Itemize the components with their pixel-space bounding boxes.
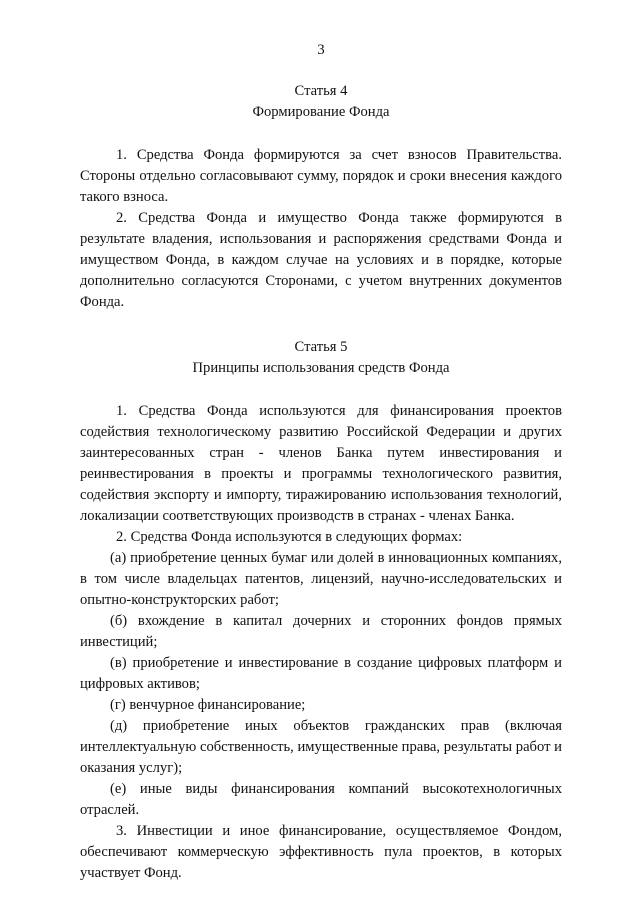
article-5-item-b: (б) вхождение в капитал дочерних и сторонних фондов прямых инвестиций; — [80, 613, 562, 650]
article-5-heading: Статья 5 — [294, 339, 348, 355]
article-4-paragraph-1: 1. Средства Фонда формируются за счет взносов Правительства. Стороны отдельно согласовывают сумму, порядок и сроки внесения каждого такого взноса. — [80, 147, 562, 205]
article-5-item-c: (в) приобретение и инвестирование в создание цифровых платформ и цифровых активов; — [80, 655, 562, 692]
article-5-paragraph-1: 1. Средства Фонда используются для финансирования проектов содействия технологическому развитию Российской Федерации и других заинтересованных стран - членов Банка путем инвестирования и реинвестирования в проекты и программы технологического развития, содействия экспорту и импорту, тиражированию использования технологий, локализации соответствующих производств в странах - членах Банка. — [80, 403, 562, 524]
article-5-item-d: (г) венчурное финансирование; — [110, 697, 306, 713]
article-5-paragraph-2: 2. Средства Фонда используются в следующих формах: — [116, 529, 463, 545]
article-5-paragraph-3: 3. Инвестиции и иное финансирование, осуществляемое Фондом, обеспечивают коммерческую эффективность пула проектов, в которых участвует Фонд. — [80, 823, 562, 881]
page-number: 3 — [317, 42, 325, 58]
article-4-heading: Статья 4 — [294, 83, 348, 99]
article-4-title: Формирование Фонда — [252, 104, 390, 120]
article-5-item-e: (д) приобретение иных объектов гражданских прав (включая интеллектуальную собственность, имущественные права, результаты работ и оказания услуг); — [80, 718, 562, 776]
article-5-item-f: (е) иные виды финансирования компаний высокотехнологичных отраслей. — [80, 781, 562, 818]
article-5-item-a: (а) приобретение ценных бумаг или долей в инновационных компаниях, в том числе владельцах патентов, лицензий, научно-исследовательских и опытно-конструкторских работ; — [80, 550, 562, 608]
article-4-paragraph-2: 2. Средства Фонда и имущество Фонда также формируются в результате владения, использования и распоряжения средствами Фонда и имуществом Фонда, в каждом случае на условиях и в порядке, которые дополнительно согласуются Сторонами, с учетом внутренних документов Фонда. — [80, 210, 562, 310]
document-page — [80, 40, 562, 884]
article-5-title: Принципы использования средств Фонда — [192, 360, 450, 376]
